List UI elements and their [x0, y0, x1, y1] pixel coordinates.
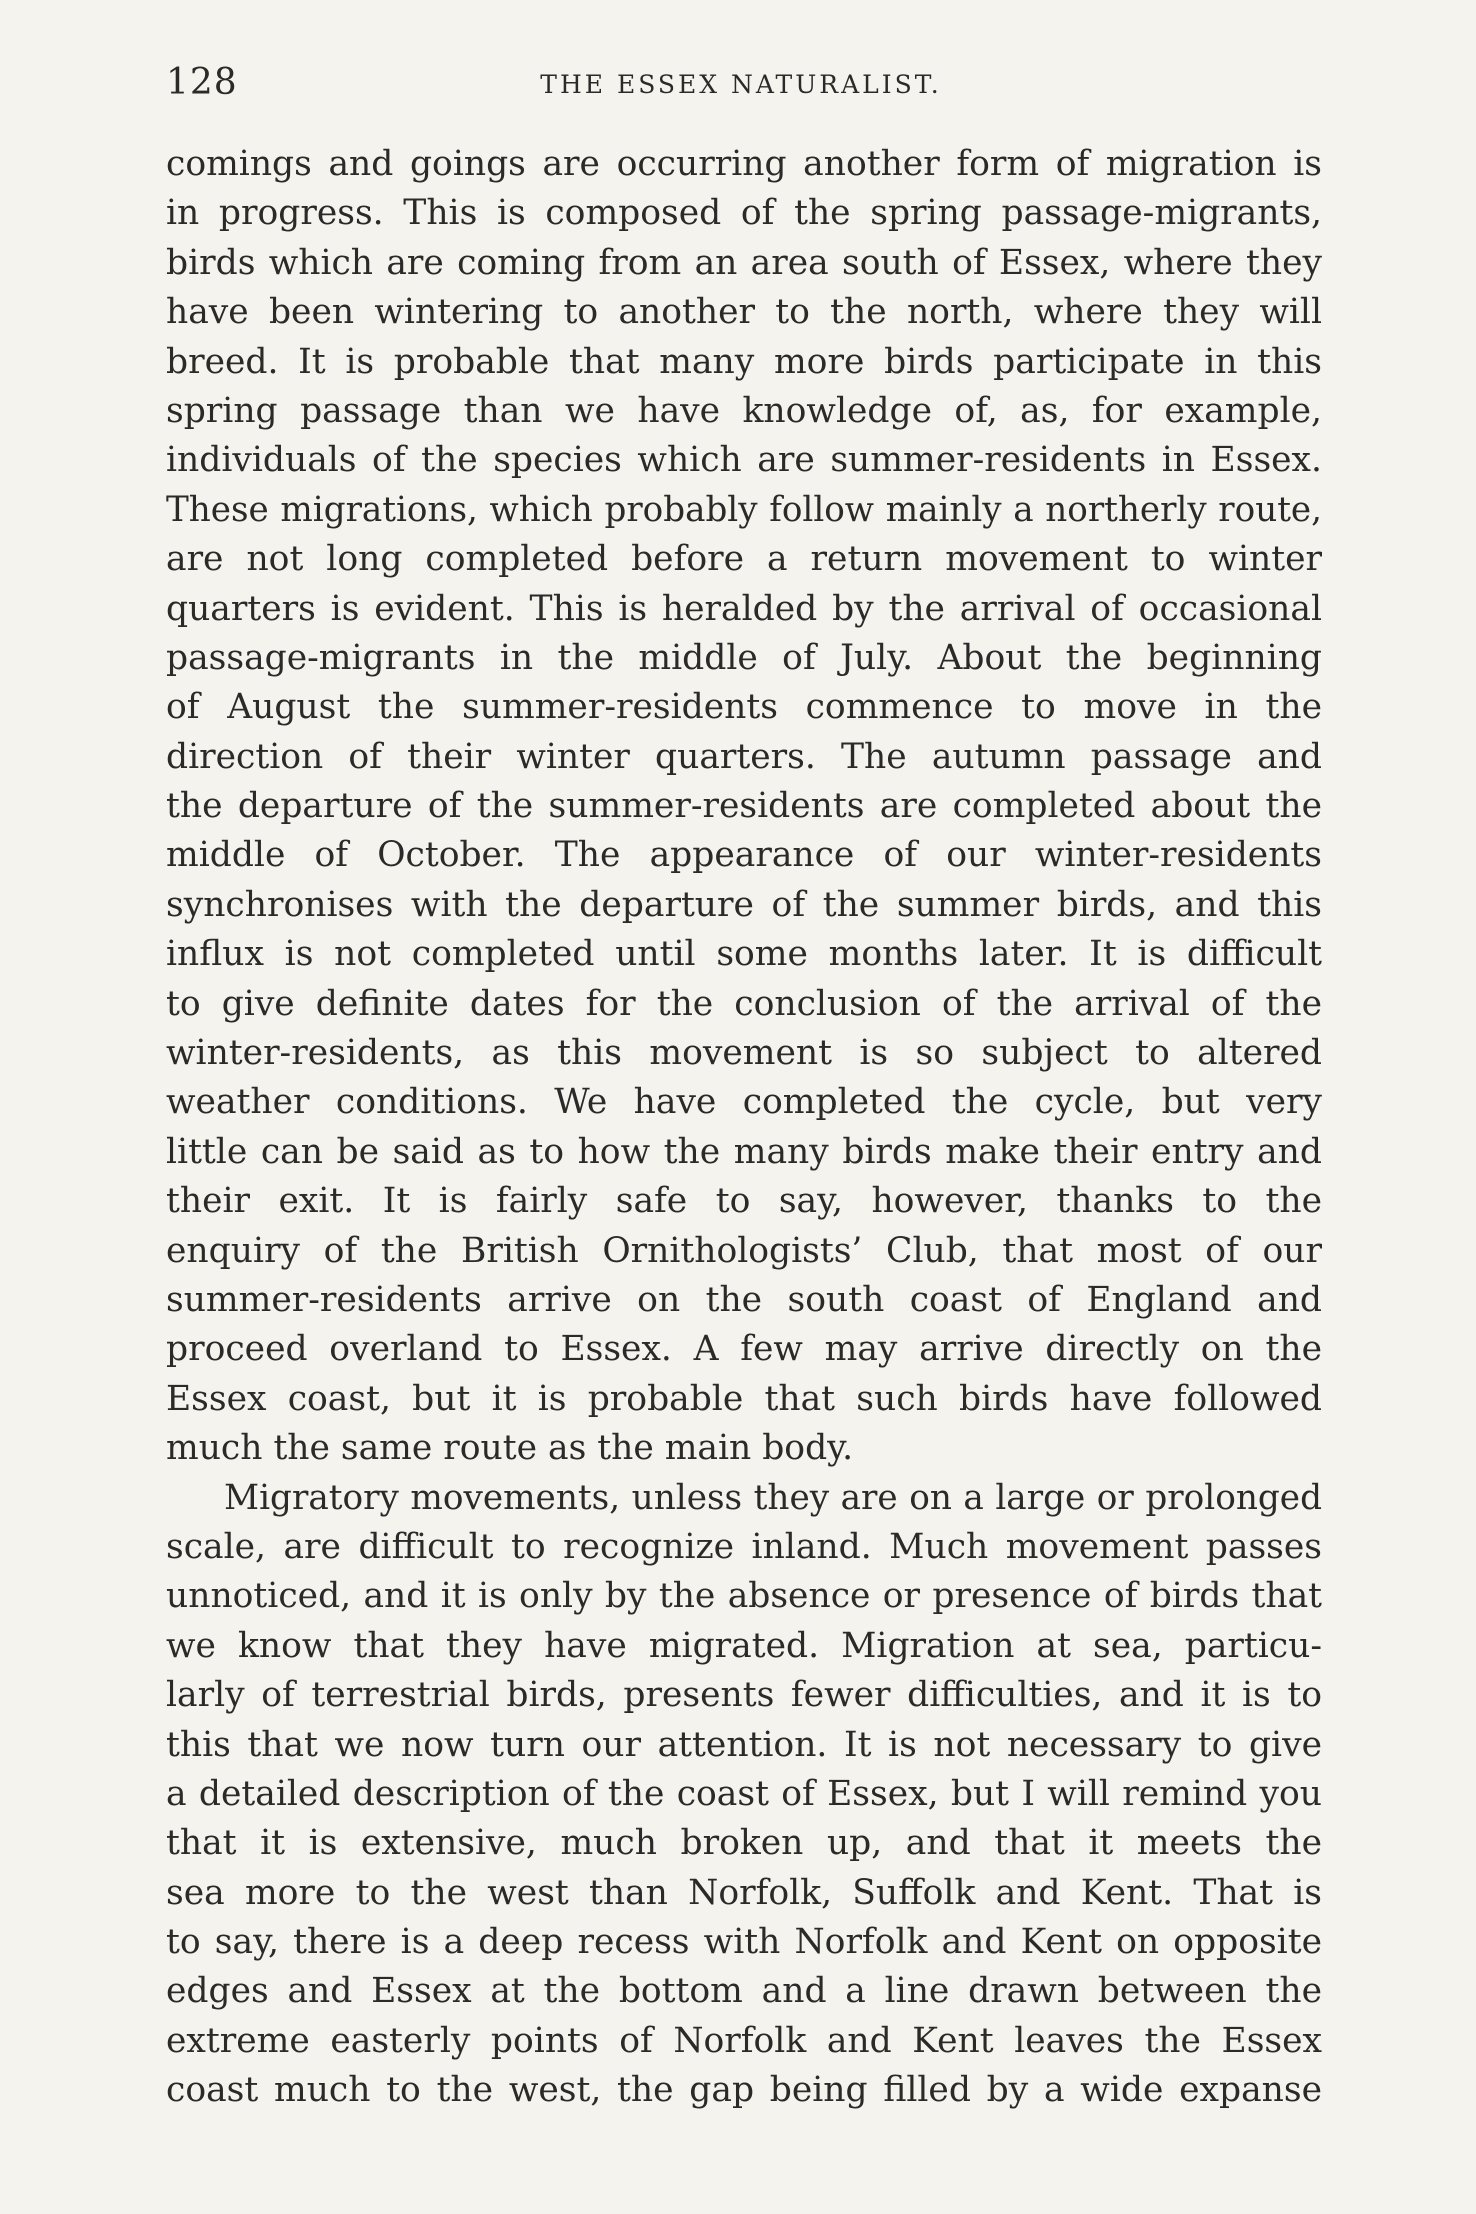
text-line: direction of their winter quarters. The autumn passage and [166, 736, 1322, 777]
paragraph-1 [166, 140, 1322, 1474]
text-line: quarters is evident. This is heralded by the arrival of occasional [166, 588, 1322, 629]
text-line: have been wintering to another to the north, where they will [166, 292, 1322, 333]
text-line: passage-migrants in the middle of July. About the beginning [166, 637, 1322, 678]
text-line: individuals of the species which are summer-residents in Essex. [166, 440, 1322, 481]
text-line: of August the summer-residents commence to move in the [166, 687, 1322, 728]
text-line: little can be said as to how the many birds make their entry and [166, 1131, 1322, 1172]
text-line: middle of October. The appearance of our winter-residents [166, 835, 1322, 876]
text-line: influx is not completed until some months later. It is difficult [166, 934, 1322, 975]
text-line: comings and goings are occurring another form of migration is [166, 144, 1322, 184]
text-line: much the same route as the main body. [166, 1428, 854, 1469]
running-head [166, 62, 1316, 112]
text-line: in progress. This is composed of the spring passage-migrants, [166, 193, 1322, 234]
text-line: this that we now turn our attention. It is not necessary to give [166, 1724, 1322, 1765]
text-line: breed. It is probable that many more birds participate in this [166, 341, 1322, 382]
text-line: to say, there is a deep recess with Norfolk and Kent on opposite [166, 1922, 1322, 1963]
text-line: a detailed description of the coast of Essex, but I will remind you [166, 1773, 1322, 1814]
text-line: proceed overland to Essex. A few may arrive directly on the [166, 1329, 1322, 1370]
page-number: 128 [166, 62, 238, 103]
paragraph-2 [166, 1474, 1322, 2116]
text-line: birds which are coming from an area south of Essex, where they [166, 242, 1322, 283]
text-line: extreme easterly points of Norfolk and Kent leaves the Essex [166, 2020, 1322, 2061]
text-line: Migratory movements, unless they are on a large or prolonged [224, 1477, 1322, 1518]
text-line: sea more to the west than Norfolk, Suffolk and Kent. That is [166, 1872, 1322, 1913]
text-line: the departure of the summer-residents are completed about the [166, 786, 1322, 827]
text-line: spring passage than we have knowledge of, as, for example, [166, 390, 1322, 431]
text-line: weather conditions. We have completed the cycle, but very [166, 1082, 1322, 1123]
text-line: scale, are difficult to recognize inland. Much movement passes [166, 1526, 1322, 1567]
text-line: to give definite dates for the conclusion of the arrival of the [166, 983, 1322, 1024]
text-line: Essex coast, but it is probable that such birds have followed [166, 1378, 1322, 1419]
text-line: that it is extensive, much broken up, and that it meets the [166, 1823, 1322, 1864]
journal-title: THE ESSEX NATURALIST. [540, 70, 942, 99]
text-line: unnoticed, and it is only by the absence or presence of birds that [166, 1576, 1322, 1617]
text-line: coast much to the west, the gap being filled by a wide expanse [166, 2070, 1322, 2111]
body-text [166, 140, 1322, 2116]
text-line: edges and Essex at the bottom and a line drawn between the [166, 1971, 1322, 2012]
text-line: their exit. It is fairly safe to say, however, thanks to the [166, 1181, 1322, 1222]
text-line: are not long completed before a return movement to winter [166, 539, 1322, 580]
text-line: enquiry of the British Ornithologists’ Club, that most of our [166, 1230, 1322, 1271]
text-line: winter-residents, as this movement is so subject to altered [166, 1033, 1322, 1074]
text-line: synchronises with the departure of the summer birds, and this [166, 884, 1322, 925]
text-line: summer-residents arrive on the south coast of England and [166, 1279, 1322, 1320]
text-line: we know that they have migrated. Migration at sea, particu- [166, 1625, 1322, 1666]
text-line: larly of terrestrial birds, presents fewer difficulties, and it is to [166, 1675, 1322, 1716]
text-line: These migrations, which probably follow mainly a northerly route, [166, 489, 1322, 530]
